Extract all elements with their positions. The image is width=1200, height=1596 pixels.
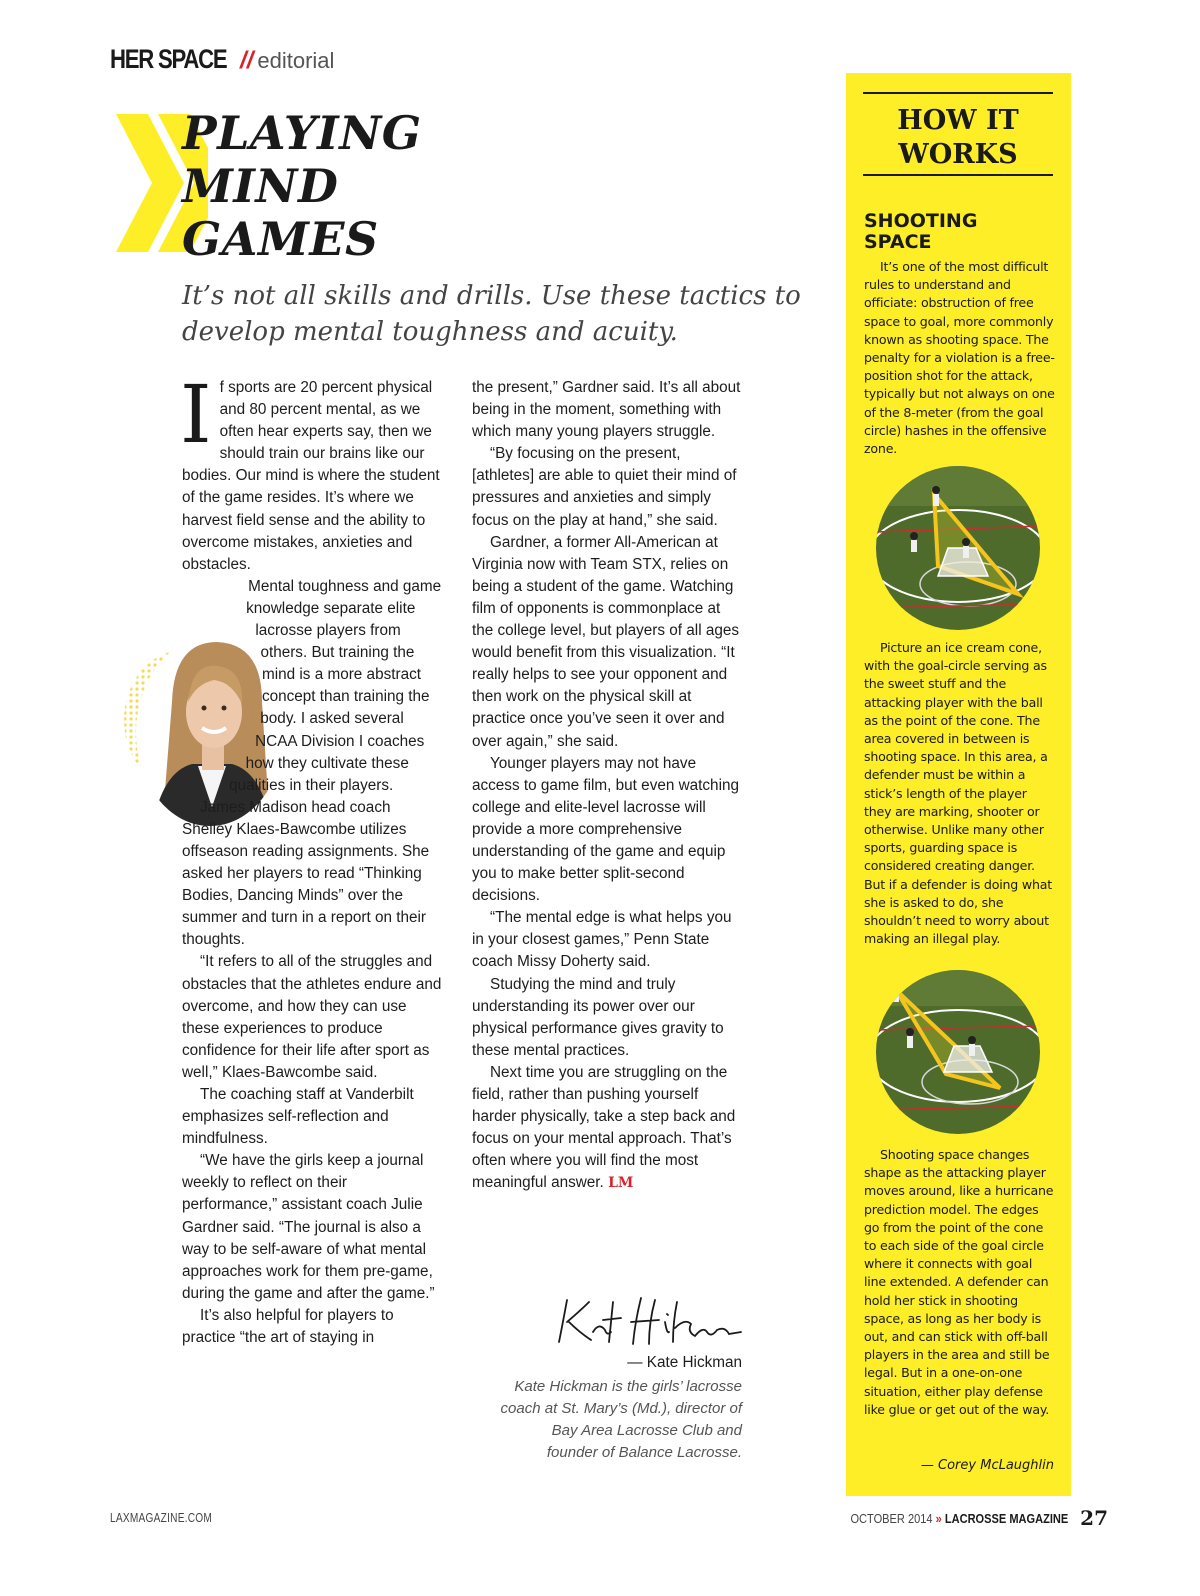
paragraph: Gardner, a former All-American at Virginia now with Team STX, relies on being a student of the game. Watching film of opponents is commonplace at the college level, but players of all ages would benefit from this visualization. “It really helps to see your opponent and then work on the physical skill at practice once you’ve seen it over and over again,” she said. — [472, 533, 740, 750]
article-column-1 — [180, 368, 444, 1349]
title-line: PLAYING — [182, 106, 422, 160]
paragraph: Younger players may not have access to game film, but even watching college and elite-level lacrosse will provide a more comprehensive understanding of the game and equip you to make better split-second decisions. — [472, 754, 739, 905]
magazine-name: LACROSSE MAGAZINE — [944, 1511, 1069, 1526]
title-line: MIND — [182, 159, 339, 213]
author-bio: Kate Hickman is the girls’ lacrosse coach at St. Mary’s (Md.), director of Bay Area Lacrosse Club and founder of Balance Lacrosse. — [500, 1378, 742, 1462]
closing-paragraph-text: Next time you are struggling on the field, rather than pushing yourself harder physically, take a step back and focus on your mental approach. That’s often where you will find the most meaningful answer. — [472, 1063, 736, 1192]
field-diagram-photo — [876, 466, 1040, 630]
paragraph: The coaching staff at Vanderbilt emphasizes self-reflection and mindfulness. — [182, 1086, 414, 1148]
author-signature — [545, 1292, 745, 1354]
sidebar-text-2 — [864, 639, 1056, 948]
sidebar-credit: — Corey McLaughlin — [920, 1458, 1054, 1473]
sidebar-subheading: SHOOTING SPACE — [864, 210, 978, 253]
section-header — [110, 44, 334, 75]
footer-folio — [812, 1506, 1108, 1530]
divider — [863, 174, 1053, 176]
section-name: HER SPACE — [110, 44, 227, 74]
footer-arrows: » — [935, 1511, 942, 1526]
sidebar-text-3 — [864, 1146, 1056, 1419]
author-block — [500, 1352, 742, 1464]
article-title — [182, 107, 422, 266]
sidebar-heading: HOW IT WORKS — [897, 105, 1019, 170]
paragraph: Shooting space changes shape as the attacking player moves around, like a hurricane prediction model. The edges go from the point of the cone to each side of the goal circle where it connects with goal line extended. A defender can hold her stick in shooting space, as long as her body is out, and can stick with off-ball players in the area and still be legal. But in a one-on-one situation, either play defense like glue or get out of the way. — [864, 1147, 1054, 1417]
paragraph: f sports are 20 percent physical and 80 percent mental, as we often hear experts say, then we should train our brains like our bodies. Our mind is where the student of the game resides. It’s where we harvest field sense and the ability to overcome mistakes, anxieties and obstacles. — [182, 379, 440, 573]
section-separator: // — [240, 47, 254, 74]
page-number: 27 — [1080, 1506, 1108, 1530]
section-subtitle: editorial — [257, 48, 335, 73]
paragraph: Mental toughness and game knowledge separate elite lacrosse players from others. But training the mind is a more abstract concept than training the body. I asked several NCAA Division I coaches how they cultivate these qualities in their players. — [229, 577, 442, 794]
footer-site: LAXMAGAZINE.COM — [110, 1510, 213, 1525]
paragraph: James Madison head coach Shelley Klaes-Bawcombe utilizes offseason reading assignments. She asked her players to read “Thinking Bodies, Dancing Minds” over the summer and turn in a report on their thoughts. — [182, 798, 430, 949]
paragraph: the present,” Gardner said. It’s all about being in the moment, something with which many young players struggle. — [472, 379, 741, 441]
byline: — Kate Hickman — [627, 1354, 742, 1371]
paragraph: “By focusing on the present, [athletes] are able to quiet their mind of pressures and anxieties and simply focus on the play at hand,” she said. — [472, 445, 737, 529]
field-diagram-photo — [876, 970, 1040, 1134]
end-mark: LM — [608, 1175, 634, 1192]
sidebar-text-1 — [864, 258, 1056, 458]
article-deck: It’s not all skills and drills. Use these tactics to develop mental toughness and acuity. — [182, 281, 801, 347]
paragraph: “We have the girls keep a journal weekly to reflect on their performance,” assistant coach Julie Gardner said. “The journal is also a way to be self-aware of what mental approaches work for them pre-game, during the game and after the game.” — [182, 1152, 435, 1302]
paragraph: Studying the mind and truly understanding its power over our physical performance gives gravity to these mental practices. — [472, 975, 724, 1059]
article-column-2 — [472, 377, 744, 1194]
paragraph: It’s also helpful for players to practice “the art of staying in — [182, 1306, 394, 1347]
paragraph — [472, 1062, 744, 1195]
paragraph: “The mental edge is what helps you in your closest games,” Penn State coach Missy Doherty said. — [472, 909, 732, 971]
paragraph: “It refers to all of the struggles and obstacles that the athletes endure and overcome, and how they can use these experiences to produce confidence for their life after sport as well,” Klaes-Bawcombe said. — [182, 953, 442, 1081]
paragraph: It’s one of the most difficult rules to understand and officiate: obstruction of free space to goal, more commonly known as shooting space. The penalty for a violation is a free-position shot for the attack, typically but not always on one of the 8-meter (from the goal circle) hashes in the offensive zone. — [864, 259, 1055, 457]
issue-date: OCTOBER 2014 — [850, 1511, 933, 1526]
divider — [863, 92, 1053, 94]
footer-issue — [850, 1511, 1068, 1526]
drop-cap: I — [180, 368, 212, 461]
paragraph: Picture an ice cream cone, with the goal-circle serving as the sweet stuff and the attacking player with the ball as the point of the cone. The area covered in between is shooting space. In this area, a defender must be within a stick’s length of the player they are marking, shooter or otherwise. Unlike many other sports, guarding space is considered creating danger. But if a defender is doing what she is asked to do, she shouldn’t need to worry about making an illegal play. — [864, 640, 1053, 947]
title-line: GAMES — [182, 212, 379, 266]
